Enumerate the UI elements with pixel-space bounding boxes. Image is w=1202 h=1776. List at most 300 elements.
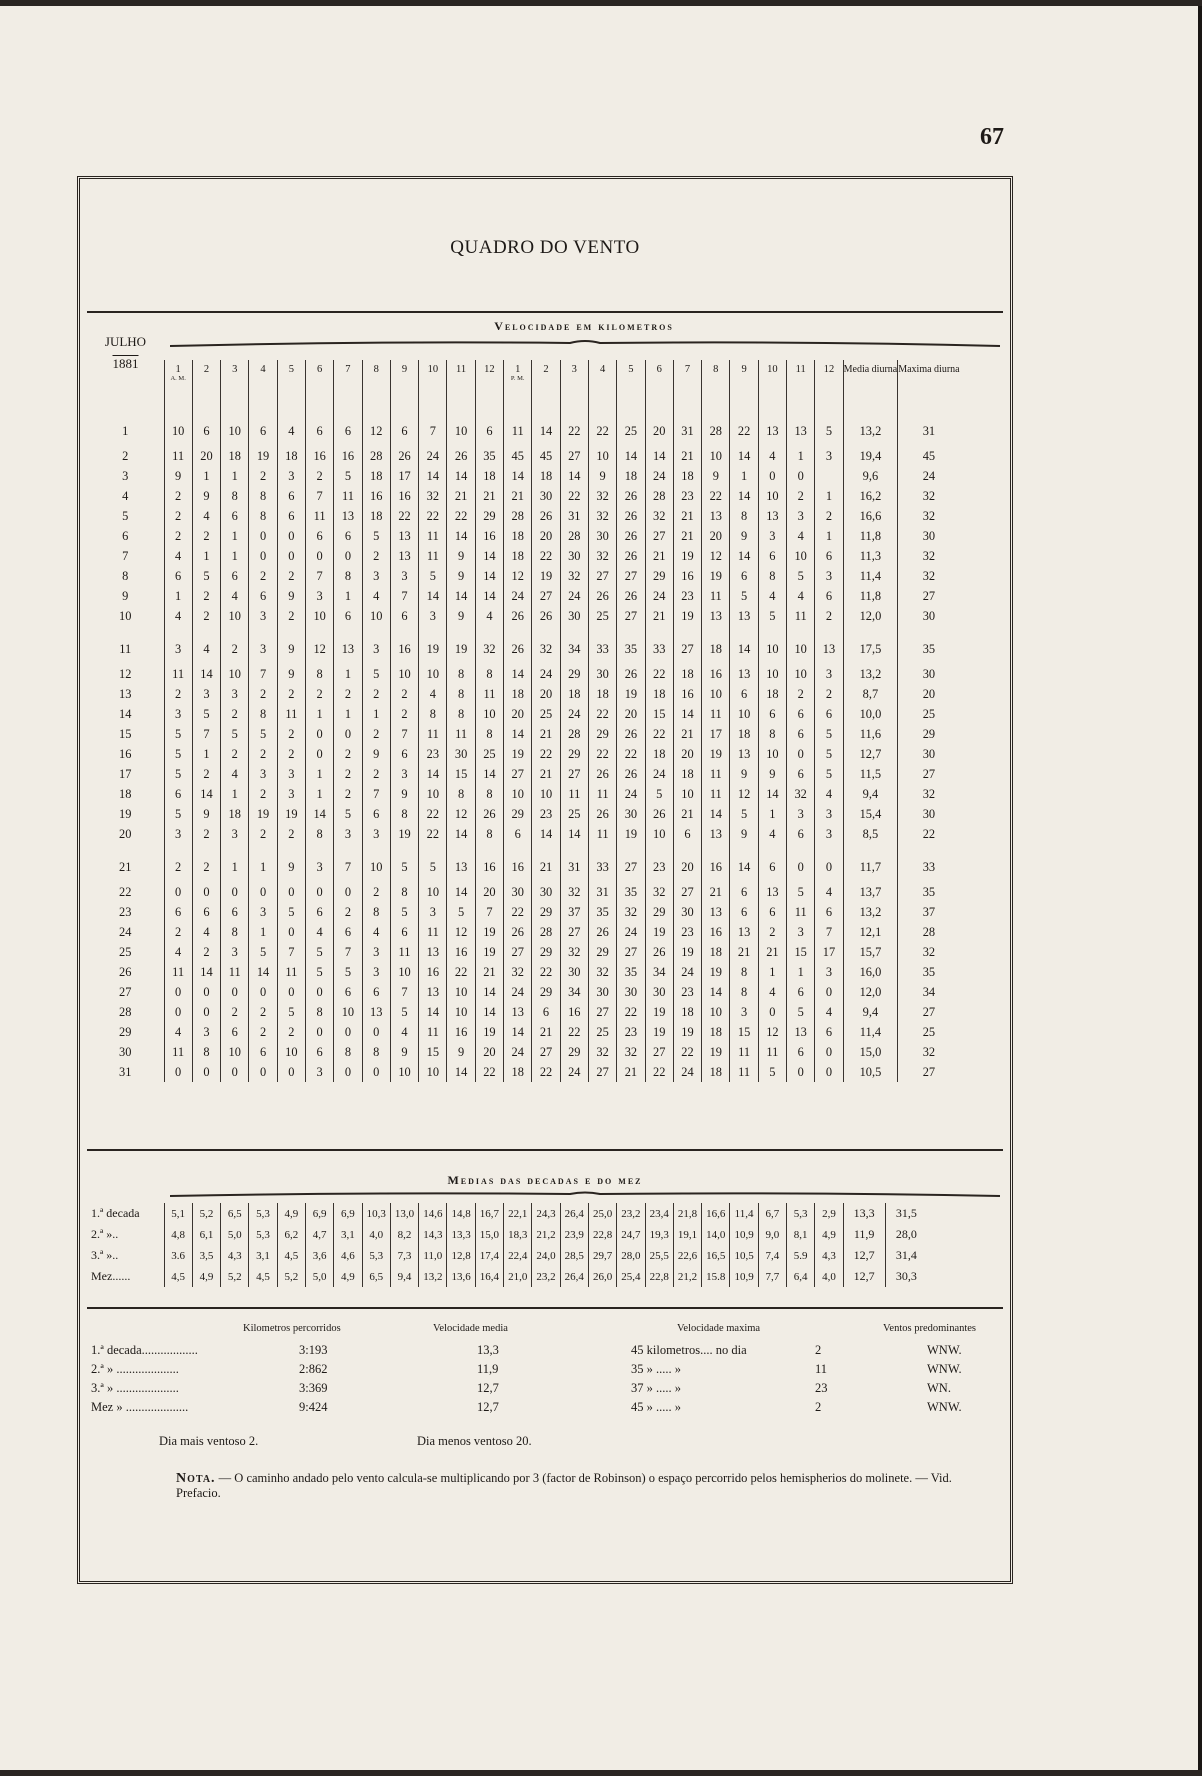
velocity-cell: 30 (588, 982, 616, 1002)
velocity-cell: 29 (560, 1042, 588, 1062)
velocity-cell: 8 (475, 724, 503, 744)
velocity-cell: 4 (758, 824, 786, 844)
max-cell: 32 (898, 1042, 960, 1062)
velocity-cell: 0 (249, 882, 277, 902)
km-header: Kilometros percorridos (243, 1323, 341, 1334)
velocity-cell: 1 (221, 466, 249, 486)
means-cell: 5.9 (787, 1245, 815, 1266)
table-row (87, 506, 960, 526)
velocity-cell: 18 (560, 684, 588, 704)
velocity-cell: 6 (390, 408, 418, 446)
velocity-cell: 6 (475, 408, 503, 446)
means-cell: 16,7 (475, 1203, 503, 1224)
velocity-cell: 32 (560, 942, 588, 962)
velocity-cell: 3 (730, 1002, 758, 1022)
velocity-cell: 22 (419, 824, 447, 844)
media-cell: 11,8 (843, 586, 898, 606)
media-cell: 17,5 (843, 626, 898, 664)
max-cell: 45 (898, 446, 960, 466)
means-cell: 22,8 (588, 1224, 616, 1245)
velocity-cell: 9 (758, 764, 786, 784)
velocity-cell: 2 (277, 744, 305, 764)
velocity-cell: 2 (249, 824, 277, 844)
means-cell: 6,5 (362, 1266, 390, 1287)
velocity-cell: 5 (447, 902, 475, 922)
velocity-cell: 4 (787, 586, 815, 606)
velocity-cell: 13 (334, 506, 362, 526)
velocity-cell: 16 (504, 844, 532, 882)
max-cell: 25 (898, 704, 960, 724)
velocity-cell: 0 (277, 1062, 305, 1082)
hour-label: 7 (345, 364, 351, 375)
velocity-cell: 0 (305, 744, 333, 764)
velocity-cell: 32 (475, 626, 503, 664)
day-cell: 4 (122, 488, 129, 503)
velocity-cell: 21 (645, 606, 673, 626)
means-row (87, 1203, 927, 1224)
velocity-cell: 9 (447, 606, 475, 626)
velocity-cell: 31 (560, 844, 588, 882)
velocity-cell: 18 (588, 684, 616, 704)
velocity-cell: 8 (447, 784, 475, 804)
velocity-cell: 4 (192, 626, 220, 664)
velocity-cell: 0 (192, 1002, 220, 1022)
media-header: Media diurna (843, 360, 898, 408)
velocity-cell: 14 (475, 566, 503, 586)
velocity-cell: 13 (390, 526, 418, 546)
hour-label: 8 (713, 364, 719, 375)
velocity-cell: 5 (362, 664, 390, 684)
means-cell: 24,3 (532, 1203, 560, 1224)
table-row (87, 466, 960, 486)
velocity-cell: 10 (645, 824, 673, 844)
velocity-cell: 8 (447, 704, 475, 724)
velocity-cell: 4 (164, 606, 192, 626)
velocity-cell: 18 (362, 466, 390, 486)
velocity-cell: 8 (390, 804, 418, 824)
velocity-cell: 19 (673, 942, 701, 962)
velocity-cell: 3 (815, 962, 843, 982)
media-cell: 16,0 (843, 962, 898, 982)
velocity-cell: 8 (249, 506, 277, 526)
velocity-cell: 2 (277, 566, 305, 586)
hour-header (475, 360, 503, 408)
table-row (87, 982, 960, 1002)
means-cell: 6,7 (758, 1203, 786, 1224)
note (176, 1471, 976, 1501)
means-cell: 2,9 (815, 1203, 843, 1224)
media-cell: 15,0 (843, 1042, 898, 1062)
velocity-cell: 13 (362, 1002, 390, 1022)
velocity-cell: 5 (787, 882, 815, 902)
velocity-cell: 6 (305, 1042, 333, 1062)
velocity-cell: 0 (192, 1062, 220, 1082)
velocity-cell: 10 (787, 664, 815, 684)
velocity-cell: 18 (702, 1022, 730, 1042)
velocity-cell: 3 (277, 466, 305, 486)
velocity-cell: 18 (645, 744, 673, 764)
velocity-cell: 8 (305, 824, 333, 844)
velocity-cell: 1 (362, 704, 390, 724)
velocity-cell: 3 (164, 626, 192, 664)
velocity-cell: 18 (277, 446, 305, 466)
velocity-cell: 16 (673, 684, 701, 704)
velocity-cell: 2 (249, 1002, 277, 1022)
velocity-cell: 1 (249, 922, 277, 942)
velocity-cell: 23 (673, 486, 701, 506)
velocity-cell: 13 (390, 546, 418, 566)
velocity-cell: 32 (588, 506, 616, 526)
velocity-cell: 26 (504, 626, 532, 664)
velocity-cell: 13 (730, 922, 758, 942)
table-row (87, 546, 960, 566)
velocity-cell: 13 (758, 408, 786, 446)
velocity-cell: 4 (390, 1022, 418, 1042)
velocity-cell: 2 (334, 684, 362, 704)
velocity-cell: 4 (305, 922, 333, 942)
means-table (87, 1203, 927, 1287)
velocity-cell: 5 (730, 586, 758, 606)
day-cell: 30 (119, 1044, 132, 1059)
velocity-cell: 2 (390, 684, 418, 704)
velocity-cell: 10 (673, 784, 701, 804)
velocity-cell: 28 (702, 408, 730, 446)
velocity-cell: 23 (673, 982, 701, 1002)
velocity-cell: 16 (560, 1002, 588, 1022)
velocity-cell: 6 (758, 546, 786, 566)
velocity-cell: 18 (702, 626, 730, 664)
velocity-cell: 29 (588, 942, 616, 962)
velocity-cell: 7 (334, 844, 362, 882)
velocity-cell: 17 (390, 466, 418, 486)
summary-label: 3.ª » .................... (91, 1381, 179, 1395)
velocity-cell: 7 (362, 784, 390, 804)
vel-media-value: 13,3 (477, 1343, 499, 1357)
velocity-cell: 6 (305, 526, 333, 546)
day-cell: 6 (122, 528, 129, 543)
velocity-cell: 5 (305, 942, 333, 962)
table-row (87, 446, 960, 466)
velocity-cell: 21 (475, 486, 503, 506)
velocity-cell: 24 (532, 664, 560, 684)
velocity-cell: 19 (645, 922, 673, 942)
velocity-cell: 22 (645, 1062, 673, 1082)
means-cell: 4,5 (249, 1266, 277, 1287)
velocity-cell: 2 (390, 704, 418, 724)
velocity-cell: 0 (787, 844, 815, 882)
velocity-cell: 6 (815, 546, 843, 566)
velocity-cell: 5 (334, 962, 362, 982)
velocity-cell: 14 (419, 764, 447, 784)
velocity-cell: 26 (617, 526, 645, 546)
velocity-cell: 8 (447, 684, 475, 704)
velocity-cell: 5 (334, 466, 362, 486)
table-row (87, 586, 960, 606)
velocity-cell: 22 (560, 486, 588, 506)
velocity-cell: 3 (815, 446, 843, 466)
velocity-cell: 16 (702, 844, 730, 882)
velocity-cell: 22 (504, 902, 532, 922)
velocity-cell: 32 (588, 1042, 616, 1062)
velocity-cell: 3 (192, 684, 220, 704)
velocity-cell: 30 (532, 882, 560, 902)
hour-header (617, 360, 645, 408)
means-cell: 8,1 (787, 1224, 815, 1245)
max-cell: 33 (898, 844, 960, 882)
table-row (87, 566, 960, 586)
means-cell: 4,9 (815, 1224, 843, 1245)
velocity-cell: 5 (305, 962, 333, 982)
velocity-cell: 8 (192, 1042, 220, 1062)
velocity-cell: 30 (560, 962, 588, 982)
velocity-cell: 2 (164, 526, 192, 546)
velocity-cell: 6 (192, 902, 220, 922)
velocity-cell: 29 (560, 664, 588, 684)
velocity-cell: 6 (758, 844, 786, 882)
velocity-cell: 5 (277, 902, 305, 922)
velocity-cell: 11 (588, 824, 616, 844)
velocity-cell: 11 (164, 962, 192, 982)
velocity-cell: 4 (362, 586, 390, 606)
decade-label: 1.ª decada (91, 1206, 140, 1220)
means-cell: 25,4 (617, 1266, 645, 1287)
velocity-cell: 18 (673, 664, 701, 684)
velocity-cell: 32 (588, 486, 616, 506)
hour-header (164, 360, 192, 408)
velocity-cell: 9 (447, 1042, 475, 1062)
means-cell: 24,0 (532, 1245, 560, 1266)
velocity-cell: 30 (560, 546, 588, 566)
velocity-cell: 14 (305, 804, 333, 824)
velocity-cell: 13 (787, 1022, 815, 1042)
velocity-cell: 24 (645, 764, 673, 784)
velocity-cell: 6 (730, 902, 758, 922)
velocity-cell: 18 (504, 526, 532, 546)
means-cell: 24,7 (617, 1224, 645, 1245)
media-cell: 8,7 (843, 684, 898, 704)
velocity-cell: 14 (192, 962, 220, 982)
vel-max-value: 35 » ..... » (631, 1362, 681, 1376)
velocity-cell: 2 (334, 744, 362, 764)
media-cell: 12,0 (843, 606, 898, 626)
means-cell: 4,0 (362, 1224, 390, 1245)
velocity-cell: 26 (645, 942, 673, 962)
velocity-cell: 0 (787, 466, 815, 486)
vel-max-value: 45 kilometros.... no dia (631, 1343, 747, 1357)
velocity-cell: 3 (249, 764, 277, 784)
km-value: 9:424 (299, 1400, 328, 1414)
page-number: 67 (980, 124, 1004, 150)
velocity-cell: 21 (532, 764, 560, 784)
velocity-cell: 11 (504, 408, 532, 446)
velocity-cell: 8 (475, 664, 503, 684)
velocity-cell: 21 (673, 526, 701, 546)
velocity-cell: 20 (673, 844, 701, 882)
means-cell: 5,2 (192, 1203, 220, 1224)
velocity-cell: 5 (815, 764, 843, 784)
velocity-cell: 10 (787, 546, 815, 566)
velocity-cell: 11 (560, 784, 588, 804)
velocity-cell: 5 (192, 566, 220, 586)
means-cell: 16,5 (702, 1245, 730, 1266)
velocity-cell: 8 (334, 566, 362, 586)
day-cell: 19 (119, 806, 132, 821)
velocity-cell: 4 (758, 586, 786, 606)
velocity-cell: 5 (730, 804, 758, 824)
velocity-cell: 26 (504, 606, 532, 626)
hour-header (362, 360, 390, 408)
velocity-cell: 2 (221, 744, 249, 764)
table-row (87, 784, 960, 804)
velocity-cell: 6 (164, 902, 192, 922)
velocity-cell: 27 (504, 764, 532, 784)
velocity-cell: 10 (277, 1042, 305, 1062)
velocity-cell: 16 (305, 446, 333, 466)
velocity-cell: 2 (192, 844, 220, 882)
means-cell: 18,3 (504, 1224, 532, 1245)
velocity-cell: 24 (504, 586, 532, 606)
velocity-cell: 2 (362, 546, 390, 566)
means-cell: 17,4 (475, 1245, 503, 1266)
velocity-cell: 21 (673, 724, 701, 744)
velocity-cell: 7 (390, 982, 418, 1002)
velocity-cell: 27 (532, 586, 560, 606)
means-cell: 5,0 (221, 1224, 249, 1245)
velocity-cell: 9 (277, 626, 305, 664)
day-cell: 10 (119, 608, 132, 623)
table-row (87, 744, 960, 764)
velocity-cell: 5 (164, 744, 192, 764)
velocity-cell: 35 (475, 446, 503, 466)
predominant-wind: WNW. (927, 1400, 962, 1414)
day-cell: 2 (122, 448, 129, 463)
max-cell: 32 (898, 486, 960, 506)
velocity-cell: 32 (560, 566, 588, 586)
velocity-cell: 1 (192, 744, 220, 764)
velocity-cell: 30 (588, 526, 616, 546)
velocity-cell: 20 (532, 684, 560, 704)
velocity-cell: 14 (730, 844, 758, 882)
max-cell: 30 (898, 526, 960, 546)
velocity-cell: 0 (164, 1062, 192, 1082)
means-cell: 21,8 (673, 1203, 701, 1224)
means-cell: 6,5 (221, 1203, 249, 1224)
velocity-cell: 3 (249, 626, 277, 664)
velocity-cell: 19 (673, 1022, 701, 1042)
means-cell: 23,4 (645, 1203, 673, 1224)
velocity-cell: 3 (362, 962, 390, 982)
velocity-cell: 0 (334, 1022, 362, 1042)
velocity-cell: 21 (504, 486, 532, 506)
means-cell: 4,0 (815, 1266, 843, 1287)
hour-label: 6 (317, 364, 323, 375)
velocity-cell: 37 (560, 902, 588, 922)
windiest-day: Dia mais ventoso 2. (159, 1434, 259, 1448)
velocity-cell: 18 (758, 684, 786, 704)
velocity-cell: 28 (362, 446, 390, 466)
velocity-cell: 11 (588, 784, 616, 804)
hour-label: 2 (203, 364, 210, 375)
velocity-cell: 11 (164, 446, 192, 466)
velocity-cell: 4 (419, 684, 447, 704)
velocity-cell: 15 (787, 942, 815, 962)
table-row (87, 526, 960, 546)
velocity-cell: 17 (702, 724, 730, 744)
summary-row (87, 1343, 1011, 1362)
means-cell: 10,9 (730, 1266, 758, 1287)
velocity-cell: 25 (588, 1022, 616, 1042)
velocity-cell: 6 (730, 882, 758, 902)
velocity-cell: 27 (532, 1042, 560, 1062)
means-cell: 7,3 (390, 1245, 418, 1266)
means-cell: 13,2 (419, 1266, 447, 1287)
velocity-cell: 4 (815, 882, 843, 902)
velocity-cell: 18 (673, 764, 701, 784)
velocity-cell: 26 (504, 922, 532, 942)
velocity-cell: 1 (730, 466, 758, 486)
velocity-cell: 5 (419, 844, 447, 882)
velocity-cell: 11 (419, 526, 447, 546)
velocity-cell: 6 (249, 1042, 277, 1062)
vel-max-day: 2 (815, 1400, 822, 1414)
velocity-cell: 9 (277, 844, 305, 882)
velocity-cell: 0 (277, 982, 305, 1002)
media-cell: 11,3 (843, 546, 898, 566)
means-cell: 3,6 (305, 1245, 333, 1266)
velocity-cell: 21 (758, 942, 786, 962)
velocity-cell: 10 (419, 882, 447, 902)
velocity-cell: 27 (560, 764, 588, 784)
max-cell: 32 (898, 942, 960, 962)
hour-label: 3 (571, 364, 577, 375)
velocity-cell: 1 (815, 526, 843, 546)
means-cell: 4,9 (334, 1266, 362, 1287)
velocity-cell: 7 (305, 486, 333, 506)
velocity-cell: 20 (702, 526, 730, 546)
velocity-cell: 14 (702, 804, 730, 824)
means-media-cell: 12,7 (843, 1245, 885, 1266)
velocity-cell: 35 (588, 902, 616, 922)
velocity-cell: 7 (277, 942, 305, 962)
velocity-cell: 11 (419, 546, 447, 566)
hour-header (787, 360, 815, 408)
table-row (87, 764, 960, 784)
velocity-cell: 9 (730, 824, 758, 844)
media-cell: 11,4 (843, 566, 898, 586)
velocity-cell: 0 (249, 1062, 277, 1082)
velocity-cell: 4 (815, 1002, 843, 1022)
velocity-cell: 26 (390, 446, 418, 466)
velocity-cell: 26 (588, 804, 616, 824)
means-cell: 4,5 (164, 1266, 192, 1287)
means-cell: 25,5 (645, 1245, 673, 1266)
day-cell: 7 (122, 548, 129, 563)
media-cell: 15,7 (843, 942, 898, 962)
hour-header (419, 360, 447, 408)
media-cell: 16,2 (843, 486, 898, 506)
means-cell: 4,3 (815, 1245, 843, 1266)
velocity-cell: 1 (305, 704, 333, 724)
velocity-cell: 7 (390, 724, 418, 744)
velocity-cell: 30 (588, 664, 616, 684)
media-cell: 9,6 (843, 466, 898, 486)
table-row (87, 1042, 960, 1062)
velocity-cell: 19 (504, 744, 532, 764)
velocity-cell: 13 (730, 664, 758, 684)
velocity-cell: 6 (334, 982, 362, 1002)
velocity-cell: 5 (249, 942, 277, 962)
velocity-cell: 21 (702, 882, 730, 902)
